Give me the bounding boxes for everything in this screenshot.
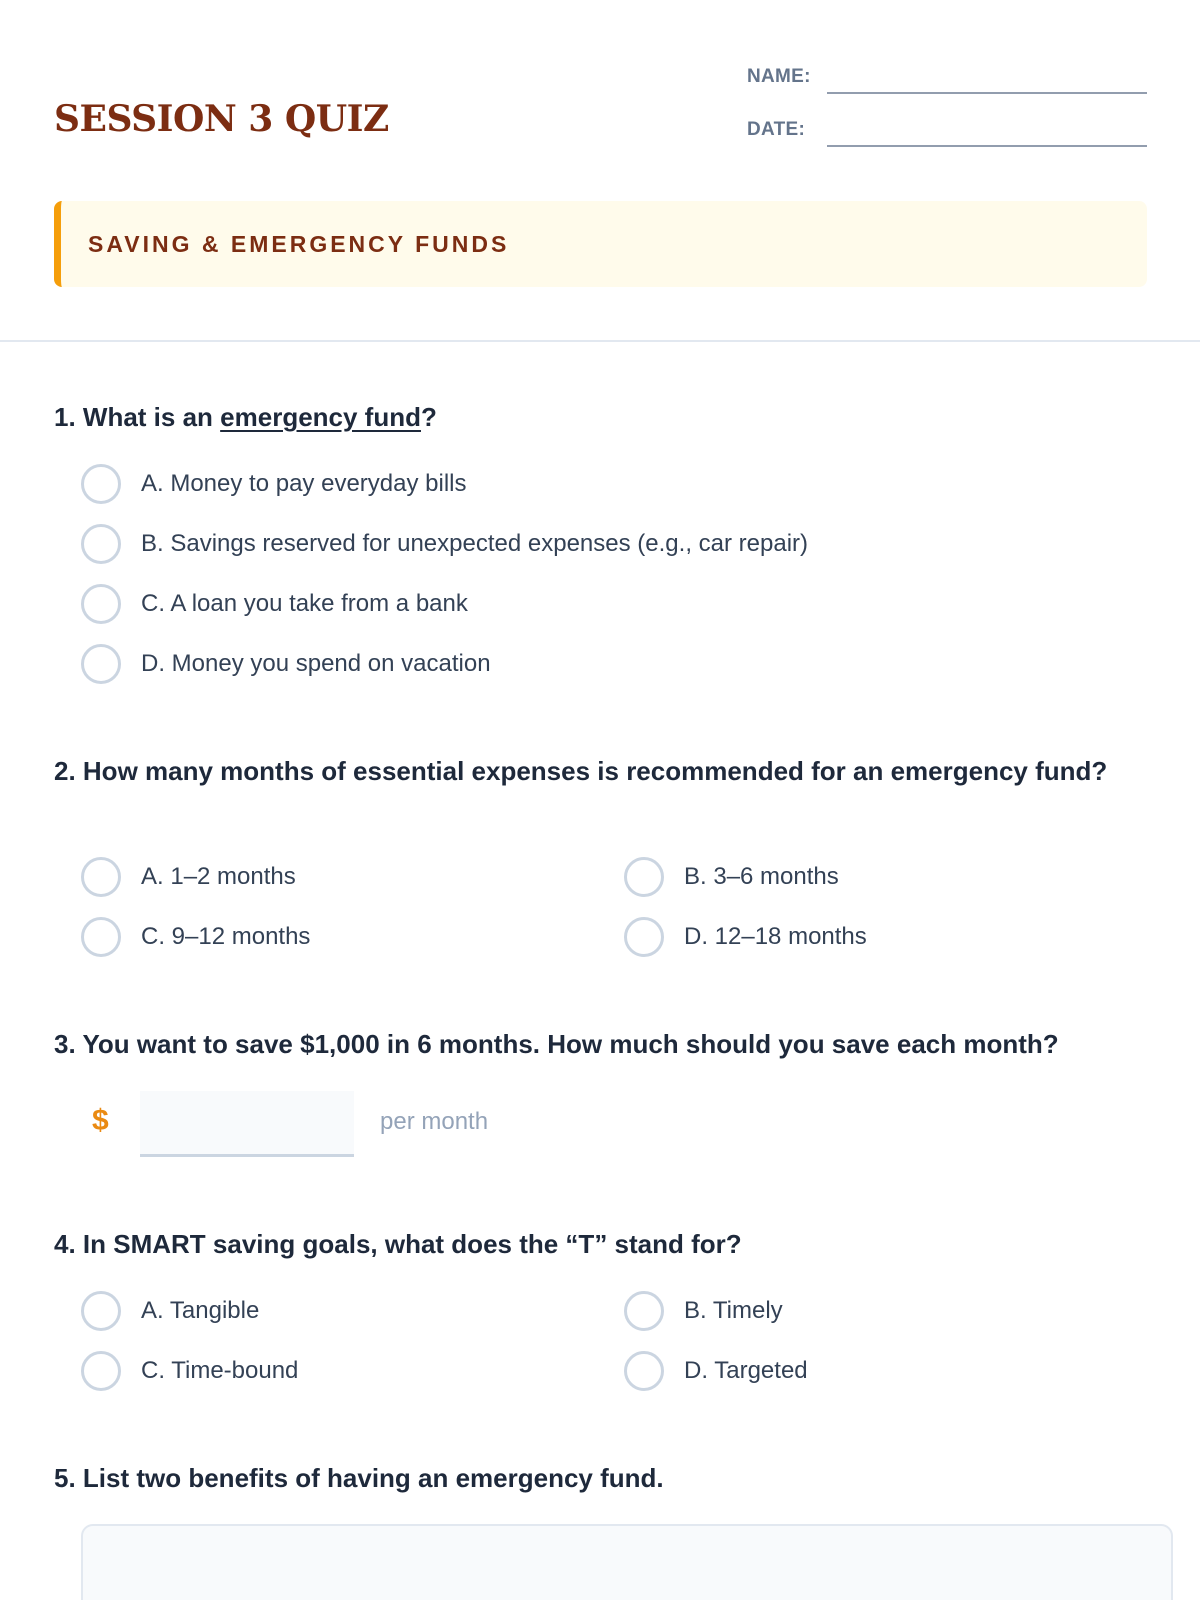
name-label: NAME:	[747, 66, 811, 87]
option-label: A. Money to pay everyday bills	[141, 470, 467, 497]
date-row	[747, 107, 1147, 147]
radio-icon[interactable]	[624, 917, 664, 957]
radio-icon[interactable]	[624, 1291, 664, 1331]
option-label: D. Money you spend on vacation	[141, 650, 491, 677]
q2-option-c[interactable]	[81, 917, 310, 957]
question-4-text: 4. In	[54, 1229, 114, 1259]
per-month-label: per month	[380, 1108, 489, 1135]
date-field[interactable]	[827, 107, 1147, 147]
name-field[interactable]	[827, 54, 1147, 94]
q4-option-b[interactable]	[624, 1291, 783, 1331]
radio-icon[interactable]	[81, 1291, 121, 1331]
monthly-savings-input[interactable]	[140, 1091, 354, 1157]
option-label: B. Savings reserved for unexpected expenses (e.g., car repair)	[141, 530, 809, 557]
option-label: D. Targeted	[684, 1357, 808, 1384]
question-4	[54, 1224, 1154, 1264]
option-label: B. 3–6 months	[684, 863, 839, 890]
option-label: D. 12–18 months	[684, 923, 867, 950]
question-1-text: 1. What is an	[54, 402, 221, 432]
benefits-answer-box[interactable]	[81, 1524, 1173, 1600]
question-1-term: emergency fund	[220, 402, 421, 432]
question-1-suffix: ?	[420, 402, 437, 432]
radio-icon[interactable]	[81, 524, 121, 564]
date-label: DATE:	[747, 119, 806, 140]
radio-icon[interactable]	[81, 464, 121, 504]
q1-option-c[interactable]	[81, 584, 468, 624]
section-banner	[54, 201, 1147, 287]
question-2: 2. How many months of essential expenses is recommended for an emergency fund?	[54, 756, 1108, 786]
question-3-text-end: . How much should you save each month?	[532, 1029, 1059, 1059]
radio-icon[interactable]	[624, 857, 664, 897]
option-label: A. 1–2 months	[141, 863, 296, 890]
question-1	[54, 397, 1154, 437]
radio-icon[interactable]	[81, 857, 121, 897]
question-3-text: 3. You want to save	[54, 1029, 301, 1059]
radio-icon[interactable]	[81, 1351, 121, 1391]
radio-icon[interactable]	[81, 644, 121, 684]
question-4-term: SMART	[113, 1229, 206, 1259]
option-label: B. Timely	[684, 1297, 783, 1324]
q4-option-d[interactable]	[624, 1351, 808, 1391]
section-title: SAVING & EMERGENCY FUNDS	[88, 230, 510, 257]
radio-icon[interactable]	[81, 584, 121, 624]
radio-icon[interactable]	[81, 917, 121, 957]
option-label: C. 9–12 months	[141, 923, 311, 950]
q2-option-d[interactable]	[624, 917, 867, 957]
divider	[0, 340, 1200, 342]
q1-option-d[interactable]	[81, 644, 491, 684]
question-4-text-end: saving goals, what does the “T” stand for?	[205, 1229, 742, 1259]
question-3-amount: $1,000	[300, 1029, 380, 1059]
option-label: C. Time-bound	[141, 1357, 299, 1384]
option-label: C. A loan you take from a bank	[141, 590, 468, 617]
question-3-duration: 6 months	[417, 1029, 533, 1059]
q1-option-a[interactable]	[81, 464, 467, 504]
option-label: A. Tangible	[141, 1297, 260, 1324]
q1-option-b[interactable]	[81, 524, 808, 564]
radio-icon[interactable]	[624, 1351, 664, 1391]
dollar-sign: $	[92, 1104, 109, 1137]
name-row	[747, 54, 1147, 94]
q4-option-c[interactable]	[81, 1351, 298, 1391]
question-3	[54, 1024, 1154, 1064]
question-3-text-mid: in	[379, 1029, 418, 1059]
q2-option-b[interactable]	[624, 857, 839, 897]
q2-option-a[interactable]	[81, 857, 296, 897]
quiz-title: SESSION 3 QUIZ	[54, 98, 389, 140]
q4-option-a[interactable]	[81, 1291, 259, 1331]
question-5: 5. List two benefits of having an emergency fund.	[54, 1463, 664, 1493]
